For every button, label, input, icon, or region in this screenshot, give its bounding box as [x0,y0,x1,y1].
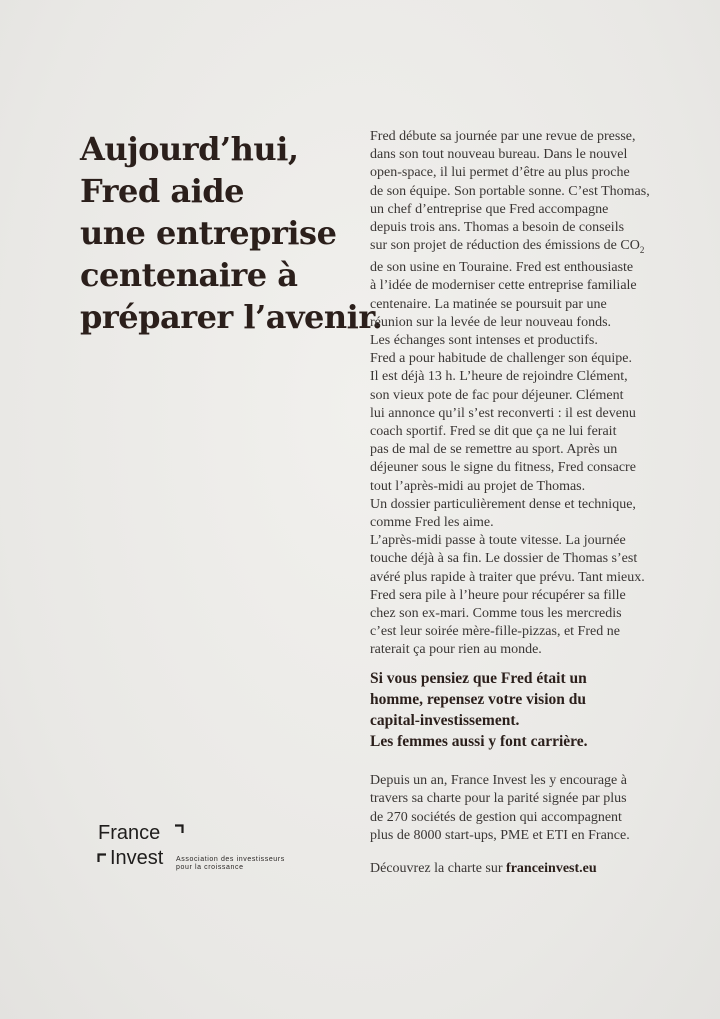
body-line: Fred débute sa journée par une revue de presse, [370,129,636,144]
body-line: son vieux pote de fac pour déjeuner. Clément [370,387,624,403]
body-line-co2 [370,237,660,259]
body-line: c’est leur soirée mère-fille-pizzas, et Fred ne [370,624,620,640]
tagline-line: pour la croissance [176,864,244,871]
france-invest-logo [96,822,336,878]
tagline-line: Association des investisseurs [176,856,285,863]
callout-line: Si vous pensiez que Fred était un [370,670,587,687]
body-line: un chef d’entreprise que Fred accompagne [370,201,609,217]
footer-paragraph [370,772,660,846]
body-line: chez son ex-mari. Comme tous les mercredis [370,606,622,622]
body-line: de son équipe. Son portable sonne. C’est Thomas, [370,183,650,199]
cta-prefix: Découvrez la charte sur [370,861,507,876]
footer-line: plus de 8000 start-ups, PME et ETI en France. [370,828,630,844]
body-line: coach sportif. Fred se dit que ça ne lui ferait [370,424,617,440]
logo-corner-bottom-icon [97,853,107,863]
callout-line: capital-investissement. [370,712,520,729]
headline [80,128,383,338]
headline-line: centenaire à [80,256,298,294]
body-line: à l’idée de moderniser cette entreprise familiale [370,278,637,294]
footer-line: Depuis un an, France Invest les y encourage à [370,773,627,788]
body-line: sur son projet de réduction des émissions de CO [370,238,640,254]
logo-corner-top-icon [174,824,184,834]
body-line: comme Fred les aime. [370,515,494,531]
body-line: réunion sur la levée de leur nouveau fonds. [370,314,612,330]
callout-line: Les femmes aussi y font carrière. [370,733,588,750]
body-line: Fred sera pile à l’heure pour récupérer sa fille [370,587,626,603]
body-line: L’après-midi passe à toute vitesse. La journée [370,533,626,549]
body-line: Fred a pour habitude de challenger son équipe. [370,351,633,367]
headline-line: une entreprise [80,214,337,252]
website-link[interactable]: franceinvest.eu [506,861,597,876]
body-line: lui annonce qu’il s’est reconverti : il est devenu [370,405,636,421]
body-line: raterait ça pour rien au monde. [370,642,542,658]
body-line: depuis trois ans. Thomas a besoin de conseils [370,220,625,236]
body-line: Un dossier particulièrement dense et technique, [370,496,636,512]
body-line: de son usine en Touraine. Fred est enthousiaste [370,260,634,276]
callout [370,668,660,752]
body-line: pas de mal de se remettre au sport. Après un [370,442,618,458]
headline-line: Aujourd’hui, [80,130,299,168]
body-line: dans son tout nouveau bureau. Dans le nouvel [370,147,628,163]
logo-tagline [176,856,285,872]
charter-cta [370,861,597,877]
body-line: Il est déjà 13 h. L’heure de rejoindre Clément, [370,369,628,385]
callout-line: homme, repensez votre vision du [370,691,586,708]
co2-subscript: 2 [639,245,645,256]
story-body [370,128,660,660]
body-line: open-space, il lui permet d’être au plus proche [370,165,630,181]
body-line: centenaire. La matinée se poursuit par une [370,296,607,312]
body-line: Les échanges sont intenses et productifs. [370,333,598,349]
footer-line: de 270 sociétés de gestion qui accompagnent [370,809,622,825]
footer-line: travers sa charte pour la parité signée par plus [370,791,627,807]
body-line: avéré plus rapide à traiter que prévu. Tant mieux. [370,569,645,585]
body-line: déjeuner sous le signe du fitness, Fred consacre [370,460,636,476]
logo-word-france: France [98,822,161,844]
headline-line: préparer l’avenir. [80,298,383,336]
headline-line: Fred aide [80,172,245,210]
body-line: touche déjà à sa fin. Le dossier de Thomas s’est [370,551,638,567]
body-line: tout l’après-midi au projet de Thomas. [370,478,586,494]
logo-word-invest: Invest [110,847,164,869]
